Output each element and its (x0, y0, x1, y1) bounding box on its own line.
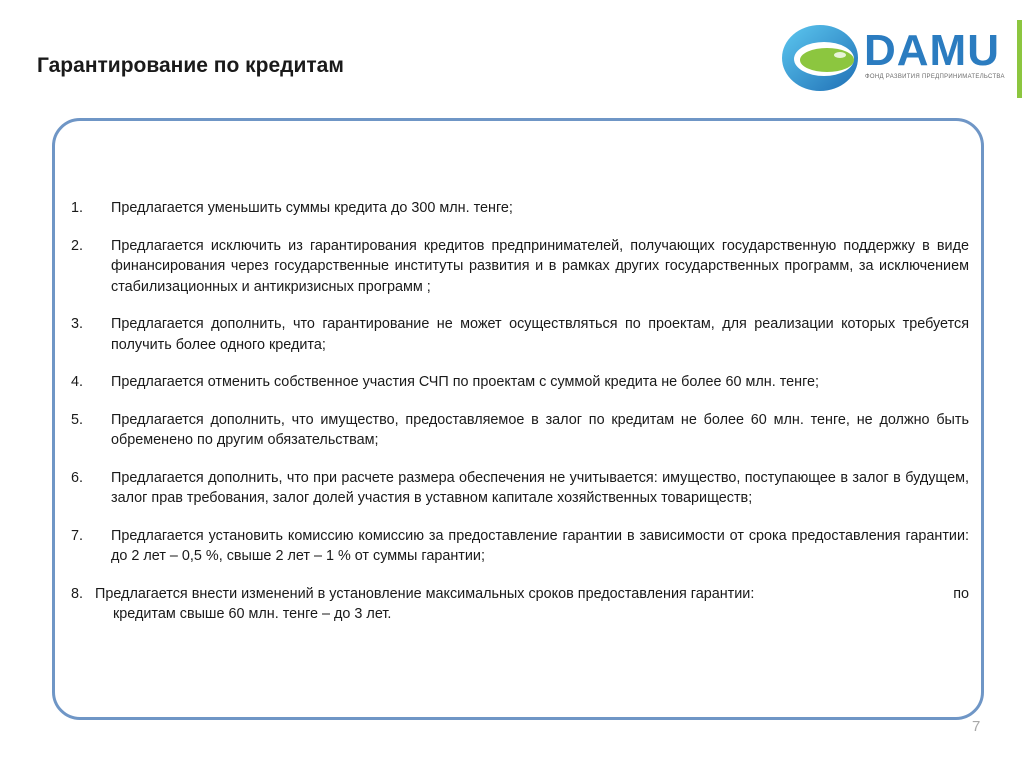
item-text: Предлагается отменить собственное участия СЧП по проектам с суммой кредита не более 60 млн. тенге; (111, 374, 820, 390)
logo-wordmark: DAMU (864, 26, 1000, 75)
list-item (71, 314, 969, 355)
logo-accent-bar (1017, 20, 1022, 98)
item-number: 6. (71, 469, 84, 486)
item-text: Предлагается дополнить, что при расчете размера обеспечения не учитывается: имущество, поступающее в залог в будущем, залог прав требования, залог долей участия в уставном капитале хозяйственных товариществ; (111, 469, 969, 506)
page-number: 7 (972, 718, 981, 735)
damu-logo (778, 20, 1024, 98)
item-text: Предлагается дополнить, что гарантирование не может осуществляться по проектам, для реализации которых требуется получить более одного кредита; (111, 316, 969, 353)
list-item (71, 236, 969, 298)
item-text: Предлагается установить комиссию комиссию за предоставление гарантии в зависимости от срока предоставления гарантии: до 2 лет – 0,5 %, свыше 2 лет – 1 % от суммы гарантии; (111, 527, 969, 564)
damu-emblem-icon (778, 20, 862, 98)
slide-title: Гарантирование по кредитам (37, 54, 344, 77)
list-item (71, 410, 969, 451)
item-number: 8. (71, 585, 84, 602)
item-text-end: по (953, 585, 969, 602)
item-number: 1. (71, 200, 84, 216)
item-number: 4. (71, 374, 84, 390)
list-item (71, 584, 969, 625)
item-text: Предлагается внести изменений в установление максимальных сроков предоставления гарантии: (95, 585, 755, 602)
list-item (71, 526, 969, 567)
item-text: Предлагается уменьшить суммы кредита до 300 млн. тенге; (111, 200, 513, 216)
item-text: Предлагается дополнить, что имущество, предоставляемое в залог по кредитам не более 60 млн. тенге, не должно быть обременено по другим обязательствам; (111, 411, 969, 448)
item-number: 5. (71, 411, 84, 428)
list-item (71, 468, 969, 509)
list-item (71, 198, 969, 219)
item-text: Предлагается исключить из гарантирования кредитов предпринимателей, получающих государственную поддержку в виде финансирования через государственные институты развития и в рамках других государственных программ, за исключением стабилизационных и антикризисных программ ; (111, 237, 969, 295)
item-number: 2. (71, 237, 84, 254)
item-text-continuation: кредитам свыше 60 млн. тенге – до 3 лет. (113, 606, 392, 622)
item-number: 7. (71, 527, 84, 544)
logo-tagline: ФОНД РАЗВИТИЯ ПРЕДПРИНИМАТЕЛЬСТВА (865, 74, 1005, 80)
item-number: 3. (71, 316, 84, 332)
list-item (71, 372, 969, 393)
proposal-list (71, 198, 969, 625)
